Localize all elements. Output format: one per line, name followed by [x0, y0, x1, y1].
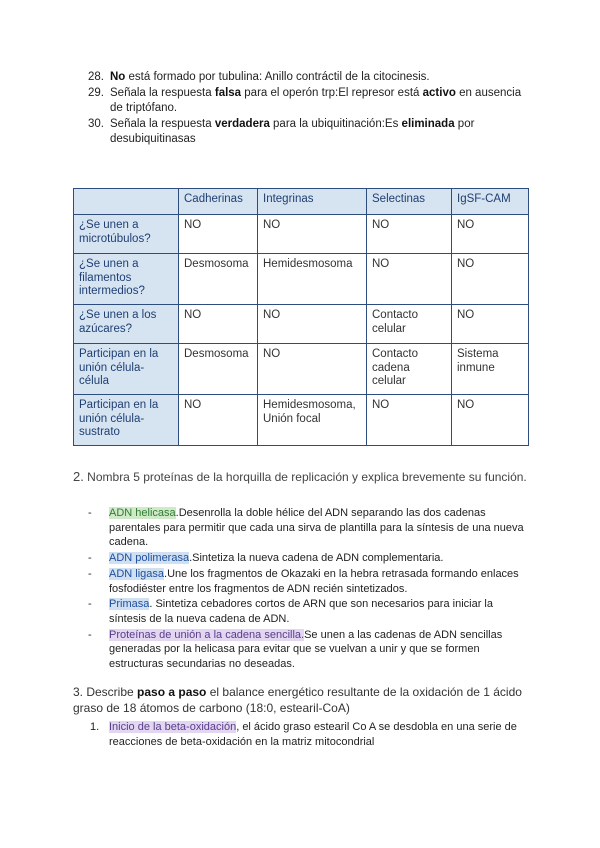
step-number: 1. — [90, 721, 100, 733]
term-description: . Sintetiza cebadores cortos de ARN que son necesarios para iniciar la síntesis de la nueva cadena de ADN. — [109, 598, 493, 625]
bullet-dash: - — [88, 628, 92, 641]
list-item-text — [109, 551, 533, 566]
table-cell: NO — [452, 254, 529, 305]
table-header-row — [74, 189, 529, 215]
answer-item-28 — [88, 70, 528, 86]
list-item-text — [109, 506, 533, 550]
list-item — [88, 551, 533, 566]
bold-keyword: verdadera — [214, 117, 270, 130]
item-text — [110, 70, 528, 86]
table-cell: Desmosoma — [179, 254, 258, 305]
table-header-cell — [74, 189, 179, 215]
list-item — [90, 720, 530, 749]
row-header-cell: Participan en la unión célula-célula — [74, 344, 179, 395]
table-header-cell: Selectinas — [367, 189, 452, 215]
question-text-pre: 3. Describe — [73, 685, 138, 699]
term-description: .Sintetiza la nueva cadena de ADN complementaria. — [189, 552, 444, 565]
table-cell: NO — [258, 215, 367, 254]
table-cell: NO — [367, 395, 452, 446]
highlighted-term: Proteínas de unión a la cadena sencilla. — [109, 628, 305, 641]
question-text-post: el balance energético resultante de la oxidación de 1 ácido graso de 18 átomos de carbono (18:0, estearil-CoA) — [73, 685, 522, 715]
row-header-cell: ¿Se unen a filamentos intermedios? — [74, 254, 179, 305]
list-item-text — [109, 597, 533, 626]
highlighted-term: ADN ligasa — [109, 567, 165, 580]
item-text-rest: está formado por tubulina: Anillo contráctil de la citocinesis. — [125, 71, 430, 83]
list-item — [88, 567, 533, 596]
item-text-end: por desubiquitinasas — [110, 117, 475, 145]
item-text-mid: para el operón trp:El represor está — [241, 86, 423, 99]
list-item-text — [109, 628, 533, 672]
table-cell: NO — [367, 215, 452, 254]
row-header-cell: ¿Se unen a los azúcares? — [74, 305, 179, 344]
bullet-dash: - — [88, 567, 92, 580]
table-header-cell: Integrinas — [258, 189, 367, 215]
cam-comparison-table — [73, 188, 529, 446]
highlighted-term: ADN polimerasa — [109, 552, 190, 565]
table-cell: NO — [367, 254, 452, 305]
table-row — [74, 215, 529, 254]
table-cell: NO — [452, 395, 529, 446]
bold-keyword: eliminada — [401, 117, 455, 130]
term-description: .Une los fragmentos de Okazaki en la hebra retrasada formando enlaces fosfodiéster entre los fragmentos de ADN recién sintetizados. — [109, 567, 519, 595]
table-cell: NO — [179, 215, 258, 254]
answer-item-29 — [88, 86, 528, 117]
highlighted-term: ADN helicasa — [109, 507, 176, 519]
bold-keyword: activo — [422, 86, 456, 99]
beta-oxidation-steps-list — [90, 720, 530, 750]
highlighted-term: Inicio de la beta-oxidación — [109, 721, 237, 733]
bold-keyword: No — [110, 71, 126, 83]
table-row — [74, 305, 529, 344]
table-cell: Desmosoma — [179, 344, 258, 395]
table-row — [74, 254, 529, 305]
bullet-dash: - — [88, 507, 92, 519]
table-cell: Contacto celular — [367, 305, 452, 344]
table-cell: NO — [452, 305, 529, 344]
bold-keyword: paso a paso — [137, 685, 207, 699]
row-header-cell: Participan en la unión célula-sustrato — [74, 395, 179, 446]
table-cell: Contacto cadena celular — [367, 344, 452, 395]
item-text-end: en ausencia de triptófano. — [110, 86, 522, 114]
row-header-cell: ¿Se unen a microtúbulos? — [74, 215, 179, 254]
table-cell: NO — [179, 305, 258, 344]
table-cell: Hemidesmosoma, Unión focal — [258, 395, 367, 446]
question-3-heading — [73, 684, 533, 716]
term-description: Se unen a las cadenas de ADN sencillas generadas por la helicasa para evitar que se vuelvan a unir y que se formen estructuras secundarias no deseadas. — [109, 628, 503, 671]
table-cell: Sistema inmune — [452, 344, 529, 395]
list-item — [88, 506, 533, 550]
table-cell: Hemidesmosoma — [258, 254, 367, 305]
item-text — [110, 117, 528, 148]
item-text-pre: Señala la respuesta — [110, 117, 215, 130]
table-row — [74, 344, 529, 395]
item-number: 30. — [88, 117, 104, 130]
question-number: 2. — [73, 469, 84, 484]
answer-item-30 — [88, 117, 528, 148]
table-header-cell: Cadherinas — [179, 189, 258, 215]
highlighted-term: Primasa — [109, 598, 150, 611]
term-description: , el ácido graso estearil Co A se desdobla en una serie de reacciones de beta-oxidación en la matriz mitocondrial — [109, 721, 517, 748]
table-row — [74, 395, 529, 446]
item-text — [110, 86, 528, 117]
table-cell: NO — [452, 215, 529, 254]
table-cell: NO — [258, 305, 367, 344]
item-text-pre: Señala la respuesta — [110, 86, 215, 99]
list-item-text — [109, 720, 530, 749]
item-number: 29. — [88, 86, 104, 99]
term-description: .Desenrolla la doble hélice del ADN separando las dos cadenas parentales para permitir que cada una sirva de plantilla para la síntesis de una nueva cadena. — [109, 507, 524, 549]
table-cell: NO — [258, 344, 367, 395]
bullet-dash: - — [88, 598, 92, 611]
table-cell: NO — [179, 395, 258, 446]
table-header-cell: IgSF-CAM — [452, 189, 529, 215]
bullet-dash: - — [88, 552, 92, 565]
item-text-mid: para la ubiquitinación:Es — [269, 117, 402, 130]
list-item-text — [109, 567, 533, 596]
question-text: Nombra 5 proteínas de la horquilla de replicación y explica brevemente su función. — [83, 470, 527, 484]
bold-keyword: falsa — [214, 86, 242, 99]
list-item — [88, 628, 533, 672]
numbered-answers-list — [88, 70, 528, 148]
item-number: 28. — [88, 71, 104, 83]
list-item — [88, 597, 533, 626]
replication-proteins-list — [88, 506, 533, 673]
question-2-heading — [73, 469, 533, 485]
